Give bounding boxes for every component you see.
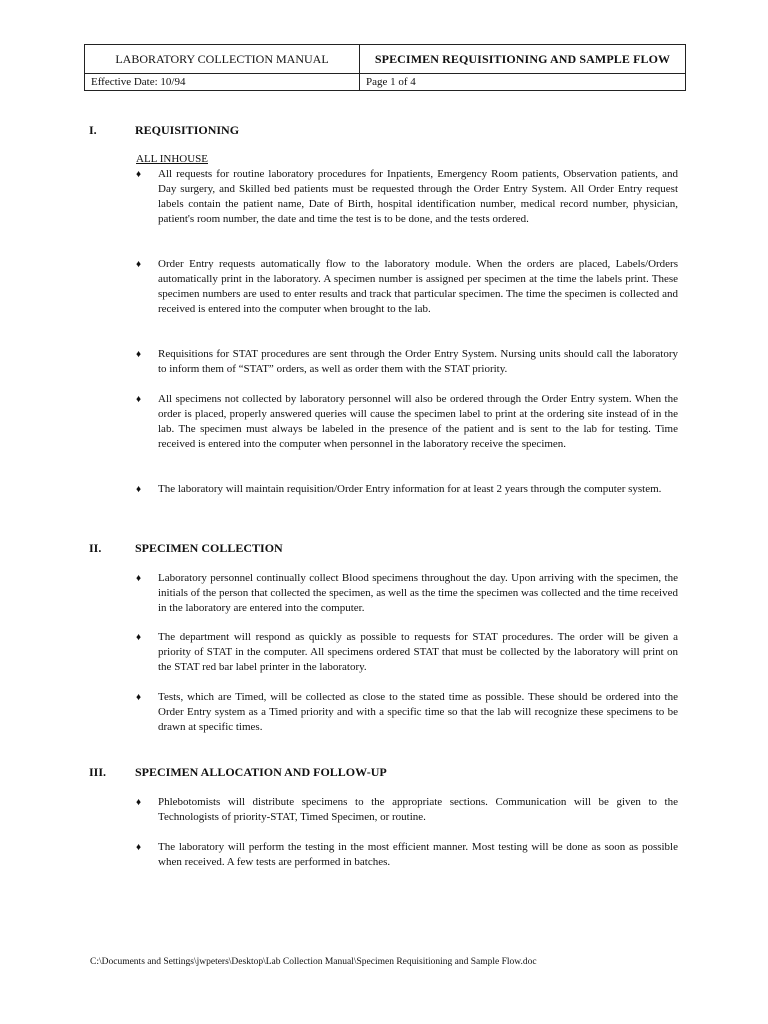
effective-date: Effective Date: 10/94 xyxy=(85,74,360,91)
bullet-text: Tests, which are Timed, will be collected as close to the stated time as possible. These should be ordered into the Order Entry system as a Timed priority and with a specific time so that the lab will recognize these specimens to be drawn at specific times. xyxy=(158,691,678,733)
diamond-bullet-icon: ♦ xyxy=(136,349,142,360)
list-item xyxy=(136,630,678,675)
bullet-text: The department will respond as quickly as possible to requests for STAT procedures. The order will be given a priority of STAT in the computer. All specimens ordered STAT that must be collected by the laboratory will print on the STAT red bar label printer in the laboratory. xyxy=(158,631,678,673)
diamond-bullet-icon: ♦ xyxy=(136,573,142,584)
bullet-text: All requests for routine laboratory procedures for Inpatients, Emergency Room patients, Observation patients, and Day surgery, and Skilled bed patients must be requested through the Order Entry System. All Order Entry request labels contain the patient name, Date of Birth, hospital identification number, medical record number, physician, patient's room number, the date and time the test is to be done, and the tests ordered. xyxy=(158,168,678,225)
section-number: I. xyxy=(89,123,97,137)
page-info: Page 1 of 4 xyxy=(360,74,686,91)
bullet-text: All specimens not collected by laboratory personnel will also be ordered through the Order Entry system. When the order is placed, properly answered queries will cause the specimen label to print at the ordering site instead of in the lab. The specimen must always be labeled in the presence of the patient and is sent to the lab for testing. Time received is entered into the computer when personnel in the laboratory receive the specimen. xyxy=(158,393,678,450)
bullet-text: Requisitions for STAT procedures are sent through the Order Entry System. Nursing units should call the laboratory to inform them of “STAT” orders, as well as order them with the STAT priority. xyxy=(158,348,678,375)
section-heading-specimen-collection xyxy=(89,541,283,556)
section-title: SPECIMEN COLLECTION xyxy=(135,541,283,555)
list-item xyxy=(136,167,678,227)
bullet-text: Phlebotomists will distribute specimens to the appropriate sections. Communication will be given to the Technologists of priority-STAT, Timed Specimen, or routine. xyxy=(158,796,678,823)
section-heading-specimen-allocation xyxy=(89,765,387,780)
diamond-bullet-icon: ♦ xyxy=(136,394,142,405)
diamond-bullet-icon: ♦ xyxy=(136,842,142,853)
section-title: REQUISITIONING xyxy=(135,123,240,137)
bullet-text: The laboratory will maintain requisition/Order Entry information for at least 2 years through the computer system. xyxy=(158,483,662,495)
manual-title: LABORATORY COLLECTION MANUAL xyxy=(85,45,360,74)
list-item xyxy=(136,347,678,377)
subheading-all-inhouse: ALL INHOUSE xyxy=(136,153,208,165)
list-item xyxy=(136,257,678,317)
diamond-bullet-icon: ♦ xyxy=(136,797,142,808)
document-title: SPECIMEN REQUISITIONING AND SAMPLE FLOW xyxy=(360,45,686,74)
section-number: II. xyxy=(89,541,102,555)
list-item xyxy=(136,690,678,735)
diamond-bullet-icon: ♦ xyxy=(136,692,142,703)
list-item xyxy=(136,840,678,870)
list-item xyxy=(136,795,678,825)
list-item xyxy=(136,392,678,452)
list-item xyxy=(136,571,678,616)
file-path-footer: C:\Documents and Settings\jwpeters\Desktop\Lab Collection Manual\Specimen Requisitioning and Sample Flow.doc xyxy=(90,957,537,967)
diamond-bullet-icon: ♦ xyxy=(136,259,142,270)
bullet-text: The laboratory will perform the testing in the most efficient manner. Most testing will be done as soon as possible when received. A few tests are performed in batches. xyxy=(158,841,678,868)
section-heading-requisitioning xyxy=(89,123,239,138)
section-number: III. xyxy=(89,765,107,779)
diamond-bullet-icon: ♦ xyxy=(136,169,142,180)
section-title: SPECIMEN ALLOCATION AND FOLLOW-UP xyxy=(135,765,387,779)
bullet-text: Laboratory personnel continually collect Blood specimens throughout the day. Upon arriving with the specimen, the initials of the person that collected the specimen, as well as the time the specimen was collected and the time received in the laboratory are entered into the computer. xyxy=(158,572,678,614)
diamond-bullet-icon: ♦ xyxy=(136,484,142,495)
list-item xyxy=(136,482,678,497)
diamond-bullet-icon: ♦ xyxy=(136,632,142,643)
document-header-table xyxy=(84,44,686,91)
bullet-text: Order Entry requests automatically flow to the laboratory module. When the orders are placed, Labels/Orders automatically print in the laboratory. A specimen number is assigned per specimen at the time the labels print. These specimen numbers are used to enter results and track that particular specimen. The time the specimen is collected and received is entered into the computer when brought to the lab. xyxy=(158,258,678,315)
